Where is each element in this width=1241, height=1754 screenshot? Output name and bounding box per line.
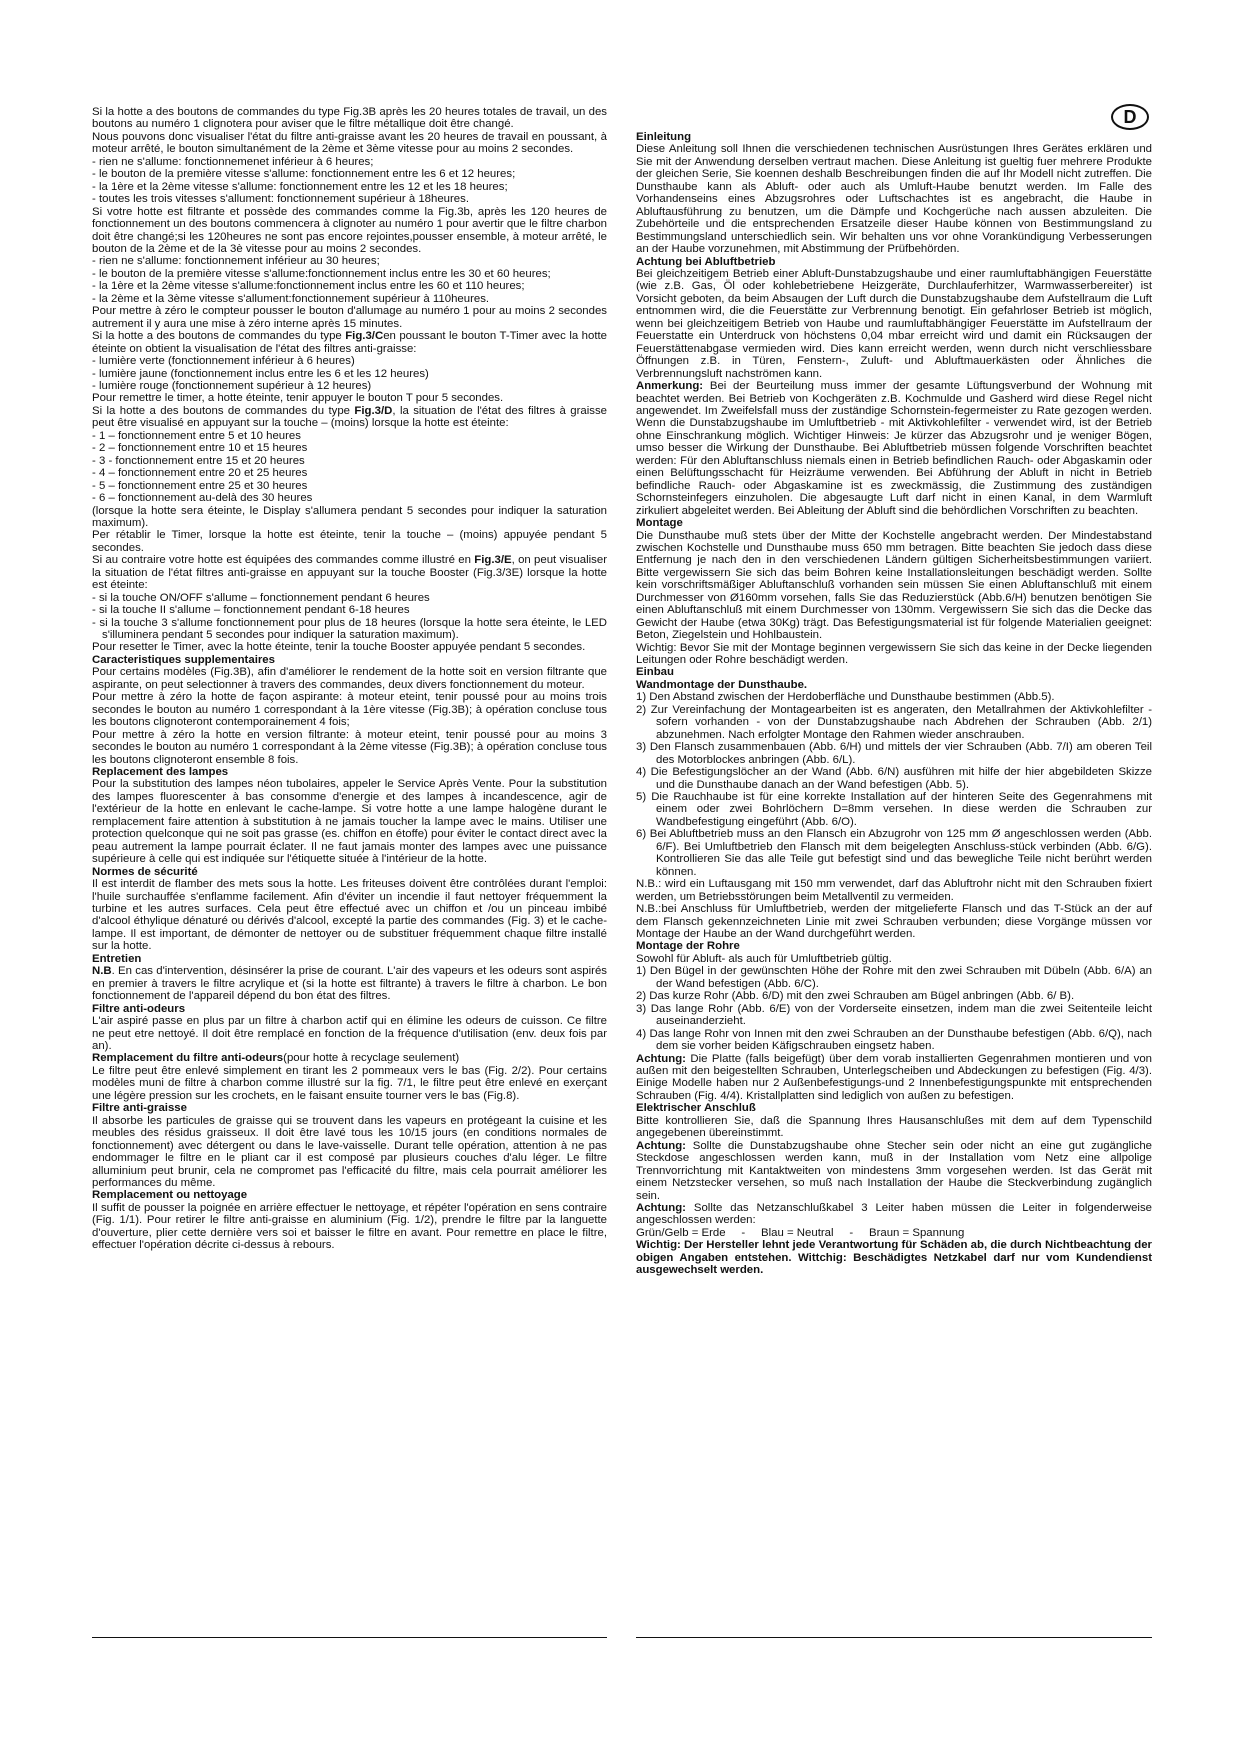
language-badge: D xyxy=(1111,104,1149,130)
section-heading: Montage der Rohre xyxy=(636,940,740,953)
paragraph: Si votre hotte est filtrante et possède des commandes comme la Fig.3b, après les 120 heures de fonctionnement un des boutons commencera à clignoter au numéro 1 pour avertir que le filtre charbon doit être changé;si les 120heures ne sont pas encore rejointes,pousser ensemble, à moteur arrêté, le bouton de la 2ème et de la 3è vitesse pour au moins 2 secondes. xyxy=(92,205,607,255)
paragraph: Per rétablir le Timer, lorsque la hotte est éteinte, tenir la touche – (moins) appuyée pendant 5 secondes. xyxy=(92,529,607,554)
paragraph: Si la hotte a des boutons de commandes du type Fig.3B après les 20 heures totales de travail, un des boutons au numéro 1 clignotera pour aviser que le filtre métallique doit être changé. xyxy=(92,106,607,131)
left-footer-rule xyxy=(92,1637,607,1638)
paragraph: Die Dunsthaube muß stets über der Mitte der Kochstelle angebracht werden. Der Mindestabstand zwischen Kochstelle und Dunsthaube muss 650 mm betragen. Bitte beachten Sie jedoch dass diese Entfernung je nach den in den verschiedenen Ländern gültigen Sicherheitsbestimmungen variiert. Bitte vergewissern Sie sich das beim Bohren keine Installationsleitungen beschädigt werden. Sollte kein vorschriftsmäßiger Abluftanschluß vorhanden sein müssen Sie einen Abluftanschluß mit einem Durchmesser von Ø160mm vorsehen, falls Sie das Reduzierstück (Abb.6/H) benutzen benötigen Sie einen Abluftanschluß mit einem Durchmesser von 130mm. Vergewissern Sie sich das die Decke das Gewicht der Haube (etwa 30Kg) trägt. Das Befestigungsmaterial ist für folgende Materialien geeignet: Beton, Ziegelstein und Hohlbaustein. xyxy=(636,529,1152,642)
section-heading: Achtung bei Abluftbetrieb xyxy=(636,255,776,268)
section-heading: Normes de sécurité xyxy=(92,865,198,878)
german-column xyxy=(636,131,1152,1277)
list-item: - rien ne s'allume: fonctionnemenet inférieur à 6 heures; xyxy=(92,155,374,168)
section-heading: Wandmontage der Dunsthaube. xyxy=(636,678,808,691)
paragraph: N.B.: wird ein Luftausgang mit 150 mm verwendet, darf das Abluftrohr nicht mit den Schrauben fixiert werden, um Betriebsstörungen beim Metallventil zu vermeiden. xyxy=(636,878,1152,903)
section-heading: Remplacement ou nettoyage xyxy=(92,1189,248,1202)
list-item: - si la touche II s'allume – fonctionnement pendant 6-18 heures xyxy=(92,604,410,617)
section-heading: Entretien xyxy=(92,952,142,965)
list-item: 5) Die Rauchhaube ist für eine korrekte Installation auf der hinteren Seite des Gegenrahmens mit einem oder zwei Bohrlöchern D=8mm versehen. In diese werden die Schrauben zur Wandbefestigung eingeführt (Abb. 6/O). xyxy=(636,791,1152,828)
list-item: - 4 – fonctionnement entre 20 et 25 heures xyxy=(92,467,308,480)
paragraph: Diese Anleitung soll Ihnen die verschiedenen technischen Ausrüstungen Ihres Gerätes erklären und Sie mit der Anwendung derselben vertraut machen. Diese Anleitung ist gueltig fuer mehrere Produkte der gleichen Serie, Sie koennen deshalb Beschreibungen finden die auf Ihr Modell nicht zutreffen. Die Dunsthaube kann als Abluft- oder auch als Umluft-Haube benutzt werden. Im Falle des Vorhandenseins eines Abzugsrohres oder Luftschachtes ist es angebracht, die Haube in Abluftausführung zu benutzen, um die Dämpfe und Kochgerüche nach aussen abzuleiten. Die Zubehörteile und die entsprechenden Ersatzeile dieser Haube können von Bestimmungsland zu Bestimmungsland unterschiedlich sein. Wir behalten uns vor ohne Vorankündigung Verbesserungen an der Haube vorzunehmen, mit Abstimmung der Prüfbehörden. xyxy=(636,143,1152,256)
list-item: - 1 – fonctionnement entre 5 et 10 heures xyxy=(92,429,301,442)
list-item: - le bouton de la première vitesse s'allume: fonctionnement entre les 6 et 12 heures; xyxy=(92,168,516,181)
paragraph: Si au contraire votre hotte est équipées des commandes comme illustré en Fig.3/E, on peut visualiser la situation de l'état filtres anti-graisse en appuyant sur la touche Booster (Fig.3/3E) lorsque la hotte est éteinte: xyxy=(92,554,607,592)
section-heading: Filtre anti-graisse xyxy=(92,1102,187,1115)
list-item: - toutes les trois vitesses s'allument: fonctionnement supérieur à 18heures. xyxy=(92,193,469,206)
right-footer-rule xyxy=(636,1637,1152,1638)
paragraph: Pour mettre à zéro le compteur pousser le bouton d'allumage au numéro 1 pour au moins 2 secondes autrement il y aura une mise à zéro interne après 15 minutes. xyxy=(92,305,607,330)
list-item: - la 1ère et la 2ème vitesse s'allume: fonctionnement entre les 12 et les 18 heures; xyxy=(92,180,508,193)
section-heading: Einleitung xyxy=(636,131,692,143)
paragraph: Bei gleichzeitigem Betrieb einer Abluft-Dunstabzugshaube und einer raumluftabhängigen Feuerstätte (wie z.B. Gas, Öl oder kohlebetriebene Heizgeräte, Durchlauferhitzer, Warmwasserbereiter) ist Vorsicht geboten, da beim Absaugen der Luft durch die Dunstabzugshaube dem Aufstellraum die Luft entnommen wird, die die Feuerstätte zur Verbrennung benotigt. Ein gefahrloser Betrieb ist möglich, wenn bei gleichzeitigem Betrieb von Haube und raumluftabhängiger Feuerstätte im Aufstellraum der Feuerstatte ein Unterdruck von höchstens 0,04 mbar erreicht wird und damit ein Rücksaugen der Feuerstättenabgase vermieden wird. Dies kann erreicht werden, wenn durch nicht verschliessbare Öffnungen z.B. in Türen, Fenstern-, Zuluft- und Abluftmauerkästen oder Ähnliches die Verbrennungsluft nachströmen kann. xyxy=(636,267,1152,380)
paragraph: Bitte kontrollieren Sie, daß die Spannung Ihres Hausanschlußes mit dem auf dem Typenschild angegebenen übereinstimmt. xyxy=(636,1114,1152,1140)
paragraph: Il suffit de pousser la poignée en arrière effectuer le nettoyage, et répéter l'opération en sens contraire (Fig. 1/1). Pour retirer le filtre anti-graisse en aluminium (Fig. 1/2), prendre le filtre par la languette d'ouverture, plier cette dernière vers soi et baisser le filtre en avant. Pour remettre en place le filtre, effectuer l'opération décrite ci-dessus à rebours. xyxy=(92,1201,607,1252)
section-heading: Replacement des lampes xyxy=(92,766,229,779)
paragraph: Sowohl für Abluft- als auch für Umluftbetrieb gültig. xyxy=(636,952,892,965)
paragraph: N.B.:bei Anschluss für Umluftbetrieb, werden der mitgelieferte Flansch und das T-Stück an der auf dem Flansch gekennzeichneten Linie mit zwei Schrauben verbunden; diese Vorgänge müssen vor Montage der Haube an der Wand durchgeführt werden. xyxy=(636,903,1152,940)
list-item: - lumière rouge (fonctionnement supérieur à 12 heures) xyxy=(92,379,372,392)
list-item: 2) Zur Vereinfachung der Montagearbeiten ist es angeraten, den Metallrahmen der Aktivkohlefilter - sofern vorhanden - von der Dunstabzugshaube nach Abdrehen der Schrauben (Abb. 2/1) abzunehmen. Nach erfolgter Montage den Rahmen wieder anschrauben. xyxy=(636,703,1152,741)
list-item: 2) Das kurze Rohr (Abb. 6/D) mit den zwei Schrauben am Bügel anbringen (Abb. 6/ B). xyxy=(636,990,1075,1003)
paragraph: N.B. En cas d'intervention, désinsérer la prise de courant. L'air des vapeurs et les odeurs sont aspirés en premier à travers le filtre acrylique et (si la hotte est filtrante) à travers le filtre à charbon. Le bon fonctionnement de l'appareil dépend du bon état des filtres. xyxy=(92,965,607,1003)
paragraph: Si la hotte a des boutons de commandes du type Fig.3/Cen poussant le bouton T-Timer avec la hotte éteinte on obtient la visualisation de l'état des filtres anti-graisse: xyxy=(92,330,607,355)
list-item: - le bouton de la première vitesse s'allume:fonctionnement inclus entre les 30 et 60 heures; xyxy=(92,267,551,280)
list-item: - lumière verte (fonctionnement inférieur à 6 heures) xyxy=(92,355,355,368)
paragraph: Achtung: Sollte die Dunstabzugshaube ohne Stecher sein oder nicht an eine gut zugängliche Steckdose angeschlossen werden kann, muß in der Installation vom Netz eine allpolige Trennvorrichtung mit Kantaktweiten von mindestens 3mm vorgesehen werden. Ist das Gerät mit einem Netzstecker versehen, so muß nach Installation der Haube die Steckverbindung zugänglich sein. xyxy=(636,1139,1152,1202)
list-item: - si la touche ON/OFF s'allume – fonctionnement pendant 6 heures xyxy=(92,591,430,604)
paragraph: Nous pouvons donc visualiser l'état du filtre anti-graisse avant les 20 heures de travail en poussant, à moteur arrêté, le bouton simultanément de la 2ème et 3ème vitesse pour au moins 2 secondes. xyxy=(92,130,607,156)
paragraph: Pour mettre à zéro la hotte en version filtrante: à moteur eteint, tenir poussé pour au moins 3 secondes le bouton au numéro 1 correspondant à la 2ème vitesse (Fig.3B); à opération concluse tous les boutons clignoteront ensemble 8 fois. xyxy=(92,728,607,766)
paragraph: Il est interdit de flamber des mets sous la hotte. Les friteuses doivent être contrôlées durant l'emploi: l'huile surchauffée s'enflamme facilement. Afin d'éviter un incendie il faut nettoyer fréquemment la turbine et les autres surfaces. Cela peut être effectué avec un chiffon et /ou un pinceau imbibé d'alcool éthylique dénaturé ou dérivés d'alcool, excepté la partie des commandes (Fig. 3) et le cache-lampe. Il est important, de démonter de nettoyer ou de substituer fréquemment chaque filtre installé sur la hotte. xyxy=(92,878,607,953)
paragraph: Anmerkung: Bei der Beurteilung muss immer der gesamte Lüftungsverbund der Wohnung mit beachtet werden. Bei Betrieb von Kochgeräten z.B. Kochmulde und Gasherd wird diese Regel nicht angewendet. Im Zweifelsfall muss der zuständige Schornstein-fegermeister zu Rate gezogen werden. Wenn die Dunstabzugshaube im Umluftbetrieb - mit Aktivkohlefilter - verwendet wird, ist der Betrieb ohne Einschrankung möglich. Wichtiger Hinweis: Je kürzer das Abzugsrohr und je weniger Bögen, umso besser die Wirkung der Dunsthaube. Bei Abluftbetrieb müssen folgende Vorschriften beachtet werden: Für den Abluftanschluss niemals einen in Betrieb befindlichen Rauch- oder Abgaskamin oder einen Belüftungsschacht für Heizräume verwenden. Bei Abführung der Abluft in nicht in Betrieb befindliche Rauch- oder Abgaskamine ist es zweckmässig, die Zustimmung des zuständigen Schornsteinfegers einzuholen. Die abgesaugte Luft darf nicht in einen Kanal, in dem Warmluft zirkuliert abgeleitet werden. Bei Ableitung der Abluft sind die behördlichen Vorschriften zu beachten. xyxy=(636,380,1152,517)
section-heading: Einbau xyxy=(636,666,674,679)
list-item: 3) Den Flansch zusammenbauen (Abb. 6/H) und mittels der vier Schrauben (Abb. 7/I) am oberen Teil des Motorblockes anbringen (Abb. 6/L). xyxy=(636,741,1152,766)
list-item: 4) Das lange Rohr von Innen mit den zwei Schrauben an der Dunsthaube befestigen (Abb. 6/Q), nach dem sie vorher beiden Käfigschrauben eingsetz haben. xyxy=(636,1027,1152,1053)
paragraph: Achtung: Die Platte (falls beigefügt) über dem vorab installierten Gegenrahmen montieren und von außen mit den beigestellten Schrauben, Unterlegscheiben und Abdeckungen zu befestigen (Fig. 4/3). Einige Modelle haben nur 2 Außenbefestigungs-und 2 Innenbefestigungspunkte mit entsprechenden Schrauben (Fig. 4/4). Kristallplatten sind lediglich von außen zu befestigen. xyxy=(636,1052,1152,1102)
paragraph: Pour remettre le timer, a hotte éteinte, tenir appuyer le bouton T pour 5 secondes. xyxy=(92,392,504,405)
list-item: - lumière jaune (fonctionnement inclus entre les 6 et les 12 heures) xyxy=(92,367,429,380)
paragraph: Remplacement du filtre anti-odeurs(pour hotte à recyclage seulement) xyxy=(92,1052,460,1065)
list-item: - rien ne s'allume: fonctionnement inférieur au 30 heures; xyxy=(92,255,380,268)
list-item: 6) Bei Abluftbetrieb muss an den Flansch ein Abzugrohr von 125 mm Ø angeschlossen werden (Abb. 6/F). Bei Umluftbetrieb den Flansch mit dem beigelegten Anschluss-stück verbinden (Abb. 6/G). Kontrollieren Sie das alle Teile gut befestigt sind und das bewegliche Teile nicht berührt werden können. xyxy=(636,828,1152,878)
list-item: 4) Die Befestigungslöcher an der Wand (Abb. 6/N) ausführen mit hilfe der hier abgebildeten Skizze und die Dunsthaube danach an der Wand befestigen (Abb. 5). xyxy=(636,766,1152,791)
section-heading: Filtre anti-odeurs xyxy=(92,1002,186,1015)
list-item: 1) Den Abstand zwischen der Herdoberfläche und Dunsthaube bestimmen (Abb.5). xyxy=(636,691,1055,704)
paragraph: Pour resetter le Timer, avec la hotte éteinte, tenir la touche Booster appuyée pendant 5 secondes. xyxy=(92,641,586,654)
section-heading: Caracteristiques supplementaires xyxy=(92,653,275,666)
list-item: 3) Das lange Rohr (Abb. 6/E) von der Vorderseite einsetzen, indem man die zwei Seitenteile leicht auseinanderzieht. xyxy=(636,1002,1152,1028)
paragraph: Le filtre peut être enlevé simplement en tirant les 2 pommeaux vers le bas (Fig. 2/2). Pour certains modèles muni de filtre à charbon comme illustré sur la fig. 7/1, le filtre peut être enlevé en exerçant une légère pression sur les crochets, en le faisant ensuite tourner vers le bas (Fig.8). xyxy=(92,1064,607,1102)
paragraph: Pour certains modèles (Fig.3B), afin d'améliorer le rendement de la hotte soit en version filtrante que aspirante, on peut selectionner à travers des commandes, deux divers fonctionnement du moteur. xyxy=(92,666,607,691)
section-heading: Montage xyxy=(636,517,683,530)
list-item: - 2 – fonctionnement entre 10 et 15 heures xyxy=(92,442,308,455)
list-item: - 6 – fonctionnement au-delà des 30 heures xyxy=(92,492,313,505)
paragraph: Pour la substitution des lampes néon tubolaires, appeler le Service Après Vente. Pour la substitution des lampes fluorescenter à bas consomme d'energie et des lampes à incandescence, agir de l'extérieur de la hotte en enlevant le cache-lampe. Si votre hotte a une lampe halogène durant le remplacement faire attention à substitution à ne jamais toucher la lampe avec le mains. Utiliser une protection quelconque qui ne soit pas grasse (es. chiffon en étoffe) pour éviter le contact direct avec la peau autrement la lampe pourrait éclater. Il ne faut jamais monter des lampes avec une puissance supérieure à celle qui est indiquée sur l'étiquette située à l'intérieur de la hotte. xyxy=(92,778,607,866)
list-item: - si la touche 3 s'allume fonctionnement pour plus de 18 heures (lorsque la hotte sera éteinte, le LED s'illuminera pendant 5 secondes pour indiquer la saturation maximum). xyxy=(92,616,607,642)
section-heading: Elektrischer Anschluß xyxy=(636,1102,756,1115)
paragraph: Pour mettre à zéro la hotte de façon aspirante: à moteur eteint, tenir poussé pour au moins trois secondes le bouton au numéro 1 correspondant à la 1ère vitesse (Fig.3B); à opération concluse tous les boutons clignoteront contemporainement 4 fois; xyxy=(92,691,607,729)
list-item: - 5 – fonctionnement entre 25 et 30 heures xyxy=(92,479,308,492)
list-item: - 3 - fonctionnement entre 15 et 20 heures xyxy=(92,454,305,467)
paragraph: Achtung: Sollte das Netzanschlußkabel 3 Leiter haben müssen die Leiter in folgenderweise angeschlossen werden: xyxy=(636,1201,1152,1227)
paragraph: Grün/Gelb = Erde - Blau = Neutral - Braun = Spannung xyxy=(636,1226,965,1239)
paragraph: Il absorbe les particules de graisse qui se trouvent dans les vapeurs en protégeant la cuisine et les meubles des résidus graisseux. Il doit être lavé tous les 10/15 jours (en conditions normales de fonctionnement) avec détergent ou dans le lave-vaisselle. Durant telle opération, attention à ne pas endommager le filtre en le pliant car il est composé par plusieurs couches d'alu léger. Le filtre alluminium peut brunir, cela ne compromet pas l'efficacité du filtre, mais cela pourrait améliorer les performances du même. xyxy=(92,1114,607,1189)
paragraph: Wichtig: Der Hersteller lehnt jede Verantwortung für Schäden ab, die durch Nichtbeachtung der obigen Angaben entstehen. Wittchig: Beschädigtes Netzkabel darf nur vom Kundendienst ausgewechselt werden. xyxy=(636,1239,1152,1277)
paragraph: L'air aspiré passe en plus par un filtre à charbon actif qui en élimine les odeurs de cuisson. Ce filtre ne peut etre nettoyé. Il doit être remplacé en fonction de la fréquence d'utilisation (env. deux fois par an). xyxy=(92,1015,607,1052)
list-item: - la 1ère et la 2ème vitesse s'allume:fonctionnement inclus entre les 60 et 110 heures; xyxy=(92,280,525,293)
french-column xyxy=(92,106,607,1252)
list-item: - la 2ème et la 3ème vitesse s'allument:fonctionnement supérieur à 110heures. xyxy=(92,292,490,305)
paragraph: Wichtig: Bevor Sie mit der Montage beginnen vergewissern Sie sich das keine in der Decke liegenden Leitungen oder Rohre beschädigt werden. xyxy=(636,641,1152,667)
paragraph: (lorsque la hotte sera éteinte, le Display s'allumera pendant 5 secondes pour indiquer la saturation maximum). xyxy=(92,504,607,529)
list-item: 1) Den Bügel in der gewünschten Höhe der Rohre mit den zwei Schrauben mit Dübeln (Abb. 6/A) an der Wand befestigen (Abb. 6/C). xyxy=(636,965,1152,990)
paragraph: Si la hotte a des boutons de commandes du type Fig.3/D, la situation de l'état des filtres à graisse peut être visualisé en appuyant sur la touche – (moins) lorsque la hotte est éteinte: xyxy=(92,404,607,430)
